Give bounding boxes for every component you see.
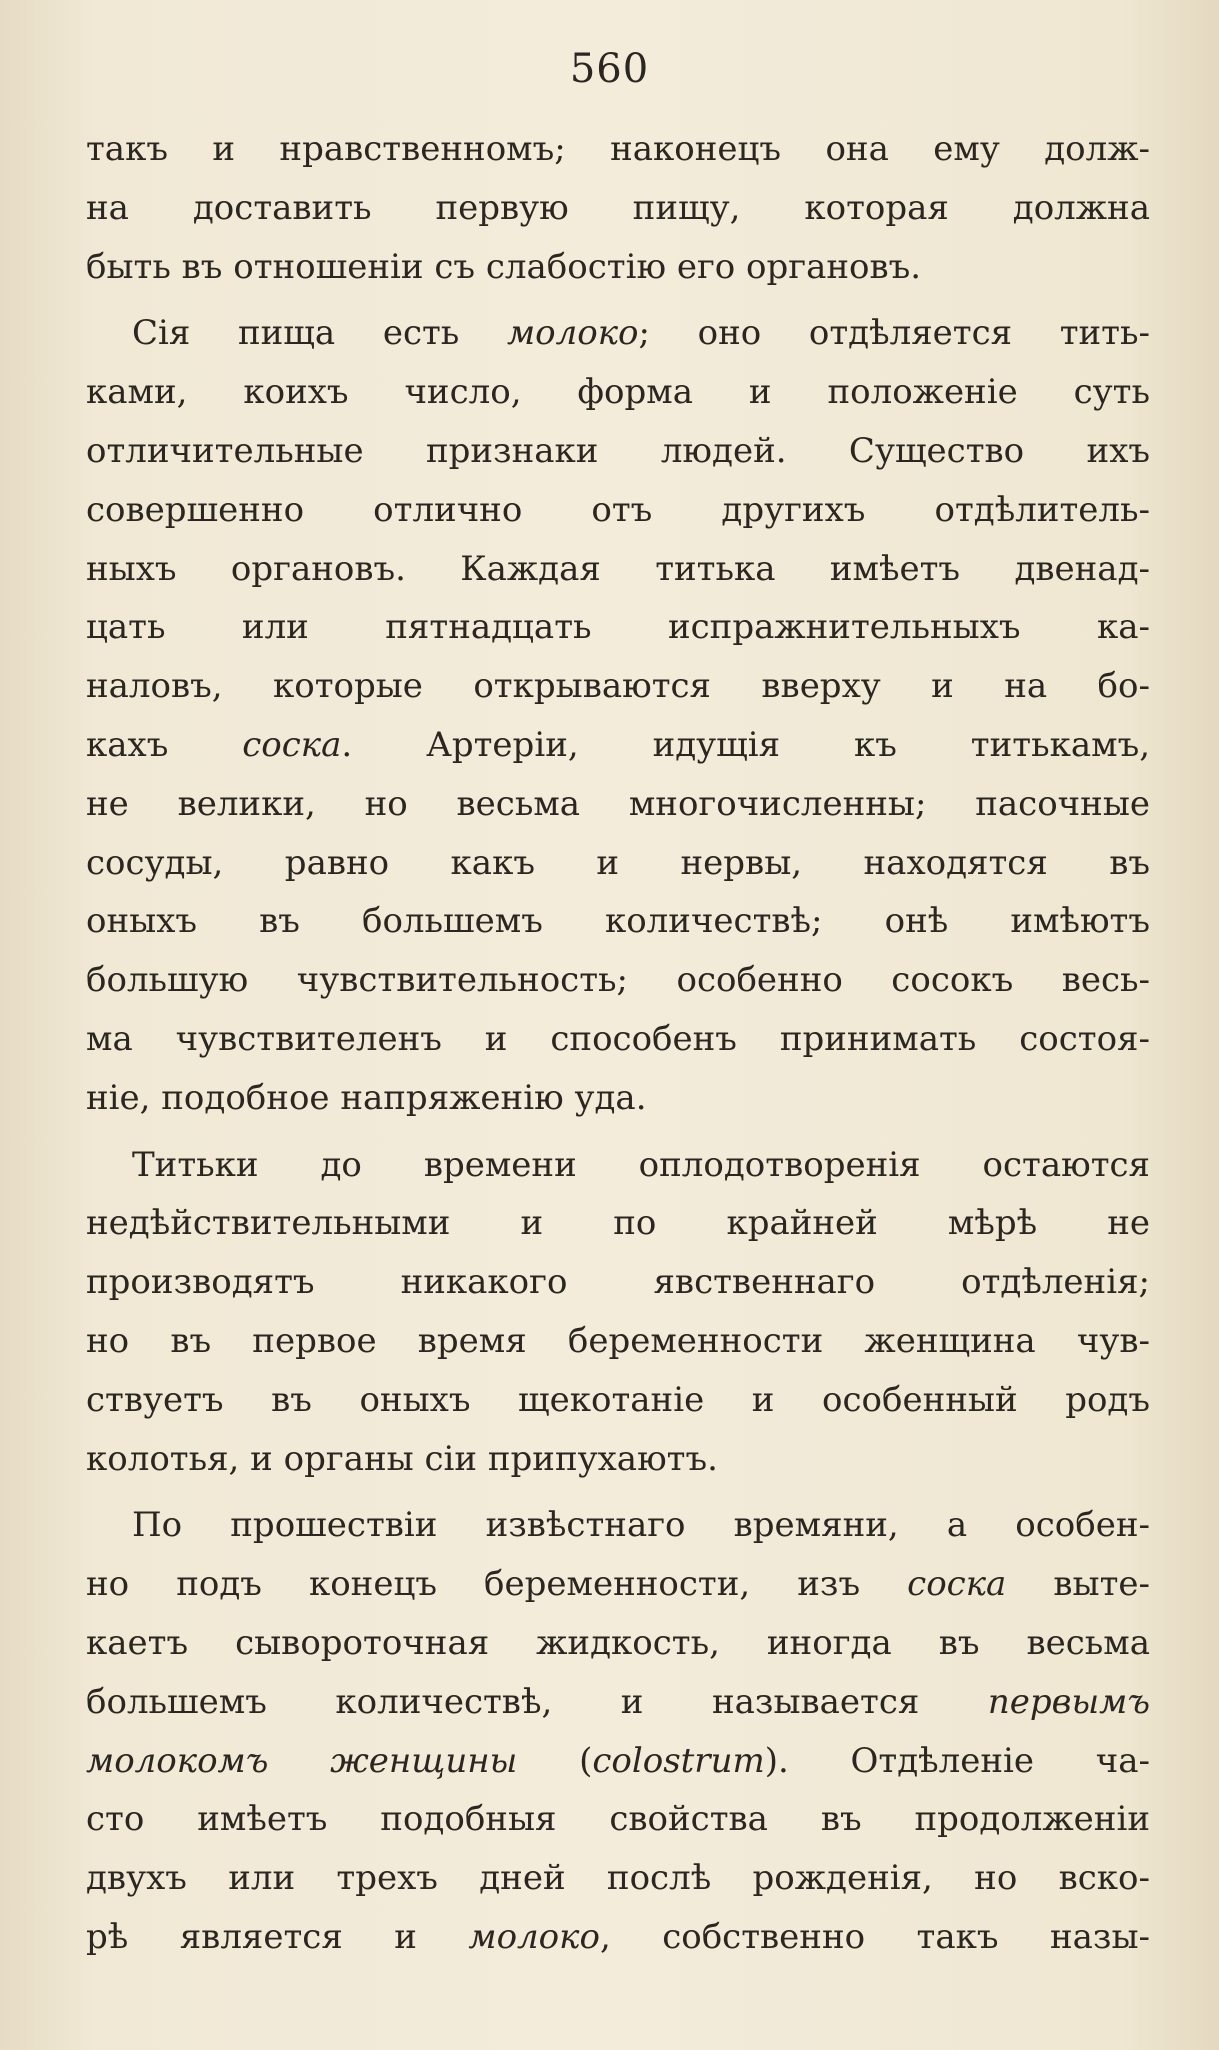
- text-line: двухъ или трехъ дней послѣ рожденія, но вско-: [86, 1858, 1150, 1899]
- text-line: каетъ сывороточная жидкость, иногда въ весьма: [86, 1622, 1150, 1663]
- text-line: ныхъ органовъ. Каждая титька имѣетъ двенад-: [86, 548, 1150, 589]
- text-line: ніе, подобное напряженію уда.: [86, 1077, 647, 1118]
- text-line: большую чувствительность; особенно сосокъ весь-: [86, 960, 1150, 1001]
- text-line: Титьки до времени оплодотворенія остаются: [132, 1144, 1150, 1185]
- text-line: ками, коихъ число, форма и положеніе суть: [86, 372, 1150, 413]
- text-line: кахъ соска. Артеріи, идущія къ титькамъ,: [86, 724, 1150, 765]
- text-line: не велики, но весьма многочисленны; пасочные: [86, 783, 1150, 824]
- text-line: оныхъ въ большемъ количествѣ; онѣ имѣютъ: [86, 901, 1150, 942]
- text-line: недѣйствительными и по крайней мѣрѣ не: [86, 1203, 1150, 1244]
- text-line: колотья, и органы сіи припухаютъ.: [86, 1438, 718, 1479]
- text-line: отличительные признаки людей. Существо ихъ: [86, 430, 1150, 471]
- page-text: [86, 120, 1150, 1967]
- text-line: но подъ конецъ беременности, изъ соска выте-: [86, 1564, 1150, 1605]
- text-line: такъ и нравственномъ; наконецъ она ему долж-: [86, 129, 1150, 169]
- page-number: 560: [569, 46, 650, 92]
- text-line: но въ первое время беременности женщина чув-: [86, 1320, 1150, 1361]
- text-line: наловъ, которые открываются вверху и на бо-: [86, 666, 1150, 707]
- text-line: молокомъ женщины (colostrum). Отдѣленіе ча-: [86, 1740, 1150, 1781]
- text-line: сосуды, равно какъ и нервы, находятся въ: [86, 842, 1150, 883]
- text-line: сто имѣетъ подобныя свойства въ продолженіи: [86, 1799, 1150, 1840]
- text-line: совершенно отлично отъ другихъ отдѣлитель-: [86, 489, 1150, 530]
- text-line: на доставить первую пищу, которая должна: [86, 187, 1150, 228]
- text-line: цать или пятнадцать испражнительныхъ ка-: [86, 607, 1150, 648]
- text-line: Сія пища есть молоко; оно отдѣляется тить-: [132, 313, 1150, 354]
- text-line: большемъ количествѣ, и называется первымъ: [86, 1681, 1150, 1722]
- text-line: быть въ отношеніи съ слабостію его органовъ.: [86, 246, 922, 287]
- text-line: производятъ никакого явственнаго отдѣленія;: [86, 1262, 1150, 1303]
- text-line: ствуетъ въ оныхъ щекотаніе и особенный родъ: [86, 1379, 1150, 1420]
- text-line: По прошествіи извѣстнаго времяни, а особен-: [132, 1505, 1150, 1546]
- text-line: рѣ является и молоко, собственно такъ назы-: [86, 1916, 1150, 1957]
- text-line: ма чувствителенъ и способенъ принимать состоя-: [86, 1018, 1150, 1059]
